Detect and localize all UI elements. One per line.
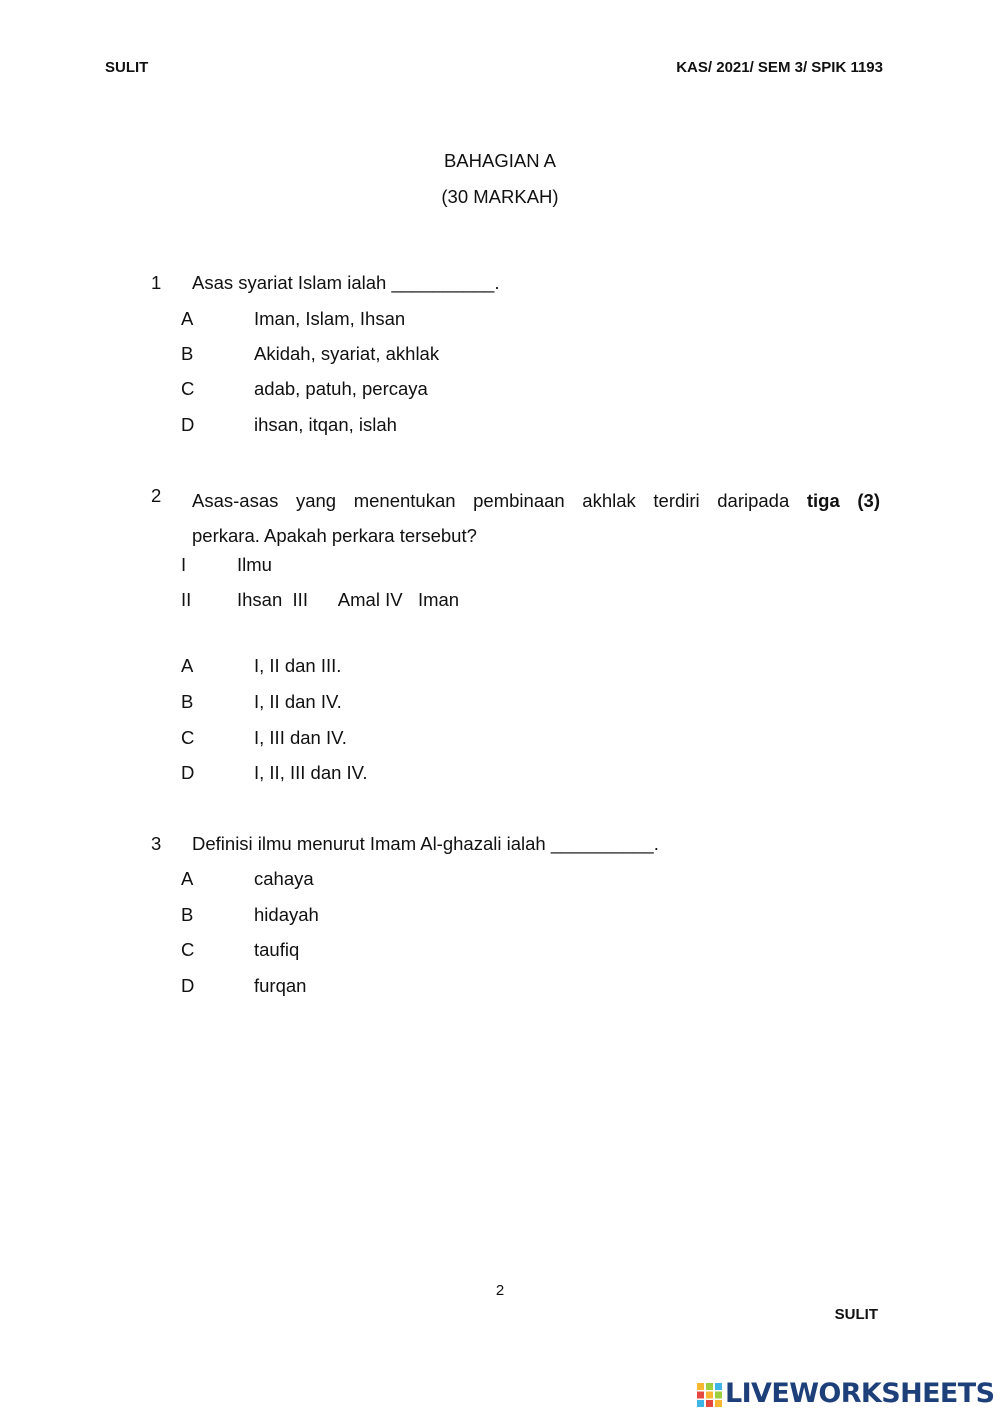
option-letter: B: [181, 691, 194, 712]
option-text: I, II, III dan IV.: [254, 762, 368, 783]
question-number: 2: [151, 485, 162, 506]
question-stem: [192, 483, 880, 553]
option-letter: C: [181, 378, 195, 399]
item-text: Ilmu: [237, 554, 272, 575]
item-numeral: II: [181, 589, 192, 610]
option-text: furqan: [254, 975, 307, 996]
option-text: I, II dan IV.: [254, 691, 342, 712]
question-stem-line-2: perkara. Apakah perkara tersebut?: [192, 525, 477, 546]
header-left-label: SULIT: [105, 59, 149, 76]
option-letter: A: [181, 868, 194, 889]
option-letter: D: [181, 975, 195, 996]
question-number: 1: [151, 272, 162, 293]
item-text: Ihsan III Amal IV Iman: [237, 589, 460, 610]
question-stem: Definisi ilmu menurut Imam Al-ghazali ialah __________.: [192, 833, 659, 854]
page-number: 2: [495, 1282, 505, 1299]
option-letter: C: [181, 939, 195, 960]
question-stem-line-1: [192, 483, 880, 518]
header-paper-code: KAS/ 2021/ SEM 3/ SPIK 1193: [676, 59, 883, 76]
option-text: hidayah: [254, 904, 319, 925]
question-stem: Asas syariat Islam ialah __________.: [192, 272, 500, 293]
option-text: Akidah, syariat, akhlak: [254, 343, 440, 364]
item-numeral: I: [181, 554, 187, 575]
option-letter: D: [181, 762, 195, 783]
question-number: 3: [151, 833, 162, 854]
option-text: I, III dan IV.: [254, 727, 347, 748]
option-letter: C: [181, 727, 195, 748]
option-text: cahaya: [254, 868, 314, 889]
question-stem-emphasis: tiga (3): [806, 490, 880, 511]
option-letter: A: [181, 308, 194, 329]
option-text: Iman, Islam, Ihsan: [254, 308, 406, 329]
section-title: BAHAGIAN A: [443, 150, 557, 171]
option-letter: A: [181, 655, 194, 676]
option-text: ihsan, itqan, islah: [254, 414, 397, 435]
question-stem-text: Asas-asas yang menentukan pembinaan akhlak terdiri daripada: [192, 490, 807, 511]
option-text: I, II dan III.: [254, 655, 342, 676]
footer-right-label: SULIT: [834, 1306, 878, 1323]
option-text: adab, patuh, percaya: [254, 378, 428, 399]
liveworksheets-logo-icon: [697, 1383, 723, 1407]
option-letter: B: [181, 343, 194, 364]
option-letter: B: [181, 904, 194, 925]
section-marks: (30 MARKAH): [441, 186, 559, 207]
option-text: taufiq: [254, 939, 300, 960]
liveworksheets-wordmark: LIVEWORKSHEETS: [725, 1378, 995, 1409]
option-letter: D: [181, 414, 195, 435]
